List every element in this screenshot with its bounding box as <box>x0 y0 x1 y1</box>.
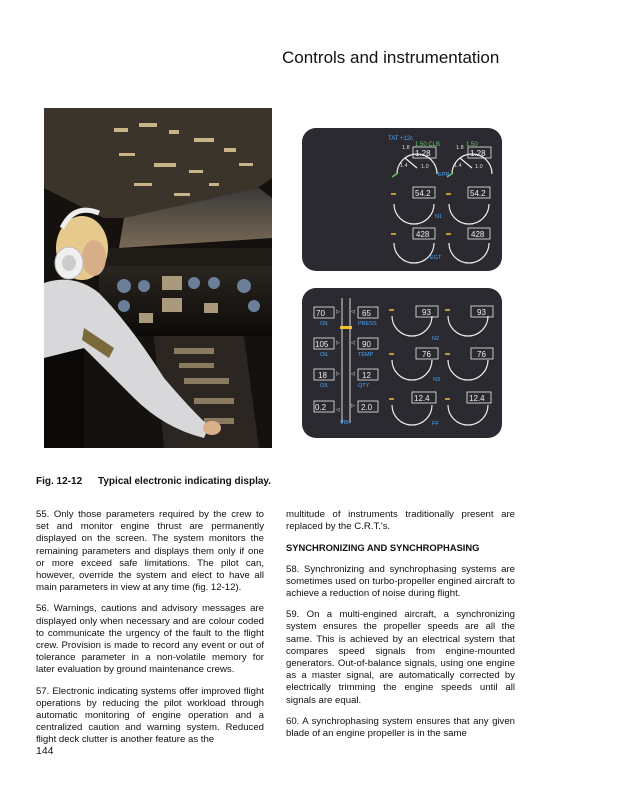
paragraph-55: 55. Only those parameters required by the crew to set and monitor engine thrust are permanently displayed on the screen. The system monitors the remaining parameters and displays them only if one or more exceed safe limitations. The pilot can, however, override the system and elect to have all main parameters in view at any time (fig. 12-12). <box>36 509 264 594</box>
epr-scale-mark: 1.4 <box>454 163 462 169</box>
left-column <box>36 509 264 756</box>
svg-text:◁: ◁ <box>351 371 355 377</box>
vib-left: 0.2 <box>315 403 327 412</box>
egt-label: EGT <box>430 255 442 261</box>
page-number: 144 <box>36 745 54 757</box>
oil-qty-left: 18 <box>318 371 327 380</box>
oil-qty-right: 12 <box>362 371 371 380</box>
paragraph-56: 56. Warnings, cautions and advisory messages are displayed only when necessary and are colour coded to communicate the urgency of the fault to the flight crew. Provision is made to record any event or out of tolerance parameter in a non-volatile memory for later evaluation by ground maintenance crews. <box>36 603 264 676</box>
figure-caption-text: Typical electronic indicating display. <box>98 476 272 487</box>
n2-value-right: 93 <box>477 308 486 317</box>
press-label: PRESS <box>358 321 377 327</box>
epr-target: 1.50 <box>466 142 478 148</box>
epr-scale-mark: 1.8 <box>456 145 464 151</box>
epr-label: EPR <box>438 172 450 178</box>
oil-label: OIL <box>320 352 329 358</box>
egt-value-right: 428 <box>471 230 485 239</box>
svg-text:◁: ◁ <box>336 407 340 413</box>
svg-text:▷: ▷ <box>336 340 340 346</box>
tat-readout: TAT +12c <box>388 136 414 142</box>
epr-value-left: 1.28 <box>415 149 431 158</box>
egt-value-left: 428 <box>416 230 430 239</box>
section-heading: SYNCHRONIZING AND SYNCHROPHASING <box>286 542 480 554</box>
oil-press-right: 65 <box>362 309 371 318</box>
paragraph-continued: multitude of instruments traditionally present are replaced by the C.R.T.'s. <box>286 509 515 533</box>
epr-scale-mark: 1.8 <box>402 145 410 151</box>
epr-mode: 1.50 CLB <box>415 142 441 148</box>
epr-scale-mark: 1.4 <box>400 163 408 169</box>
oil-temp-right: 90 <box>362 340 371 349</box>
epr-value-right: 1.28 <box>470 149 486 158</box>
engine-display-lower <box>302 288 502 438</box>
paragraph-60: 60. A synchrophasing system ensures that any given blade of an engine propeller is in the same <box>286 715 515 740</box>
n2-value-left: 93 <box>422 308 431 317</box>
n1-value-left: 54.2 <box>415 189 431 198</box>
temp-label: TEMP <box>358 352 374 358</box>
qty-label: QTY <box>358 383 370 389</box>
figure-caption <box>36 476 271 487</box>
ff-value-left: 12.4 <box>414 394 430 403</box>
ff-value-right: 12.4 <box>469 394 485 403</box>
svg-text:◁: ◁ <box>351 309 355 315</box>
oil-label: OIL <box>320 383 329 389</box>
cockpit-photo <box>44 108 272 448</box>
paragraph-58: 58. Synchronizing and synchrophasing systems are sometimes used on turbo-propeller engined aircraft to achieve a reduction of noise during flight. <box>286 563 515 600</box>
n1-value-right: 54.2 <box>470 189 486 198</box>
n3-label: N3 <box>433 377 441 383</box>
paragraph-57: 57. Electronic indicating systems offer improved flight operations by reducing the pilot workload through automatic monitoring of engine operation and a centralized caution and warning system. Reduced flight deck clutter is another feature as the <box>36 685 264 746</box>
n2-label: N2 <box>432 336 440 342</box>
page-header: Controls and instrumentation <box>282 48 500 67</box>
svg-text:▷: ▷ <box>336 371 340 377</box>
epr-scale-mark: 1.0 <box>421 164 429 170</box>
figure-number: Fig. 12-12 <box>36 476 83 487</box>
oil-temp-left: 105 <box>315 340 329 349</box>
svg-text:▷: ▷ <box>351 403 355 409</box>
epr-scale-mark: 1.0 <box>475 164 483 170</box>
vib-label: VIB <box>340 420 349 426</box>
n3-value-left: 76 <box>422 350 431 359</box>
svg-text:▷: ▷ <box>336 309 340 315</box>
paragraph-59: 59. On a multi-engined aircraft, a synchronizing system ensures the propeller speeds are all the same. This is achieved by an electrical system that compares speed signals from engine-mounted generators. Out-of-balance signals, using one engine as a master signal, are automatically corrected by electrically trimming the engine speeds until all signals are equal. <box>286 609 515 706</box>
n1-label: N1 <box>435 214 443 220</box>
n3-value-right: 76 <box>477 350 486 359</box>
right-column <box>286 509 515 749</box>
vib-right: 2.0 <box>361 403 373 412</box>
ff-label: FF <box>432 421 439 427</box>
svg-text:◁: ◁ <box>351 340 355 346</box>
oil-label: OIL <box>320 321 329 327</box>
oil-press-left: 70 <box>316 309 325 318</box>
engine-display-upper <box>302 128 502 271</box>
